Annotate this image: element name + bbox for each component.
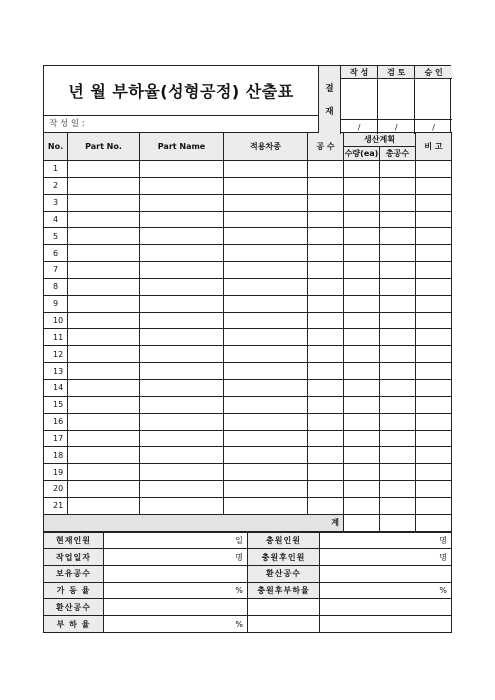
load-rate-sheet — [43, 65, 451, 633]
row-no: 14 — [44, 379, 68, 396]
qty-cell[interactable] — [344, 295, 380, 312]
qty-cell[interactable] — [344, 312, 380, 329]
total-gongsu-cell[interactable] — [380, 329, 416, 346]
part-no-cell[interactable] — [68, 245, 140, 262]
total-gongsu-cell[interactable] — [380, 481, 416, 498]
vehicle-cell[interactable] — [224, 177, 308, 194]
qty-cell[interactable] — [344, 481, 380, 498]
summary-right-value[interactable]: 명 — [320, 532, 452, 549]
part-name-cell[interactable] — [140, 312, 224, 329]
part-no-cell[interactable] — [68, 497, 140, 514]
gongsu-cell[interactable] — [308, 228, 344, 245]
row-no: 12 — [44, 346, 68, 363]
table-row — [44, 211, 452, 228]
vehicle-cell[interactable] — [224, 329, 308, 346]
parts-table — [43, 132, 452, 532]
table-row — [44, 464, 452, 481]
vehicle-cell[interactable] — [224, 262, 308, 279]
total-remark-cell[interactable] — [416, 514, 452, 531]
total-gongsu-cell[interactable] — [380, 245, 416, 262]
approval-approver-header: 승 인 — [415, 66, 452, 79]
qty-cell[interactable] — [344, 211, 380, 228]
total-gongsu-cell[interactable] — [380, 295, 416, 312]
table-row — [44, 346, 452, 363]
table-row — [44, 396, 452, 413]
col-no: No. — [44, 133, 68, 161]
table-row — [44, 295, 452, 312]
row-no: 4 — [44, 211, 68, 228]
table-row — [44, 177, 452, 194]
part-no-cell[interactable] — [68, 194, 140, 211]
part-no-cell[interactable] — [68, 161, 140, 178]
part-name-cell[interactable] — [140, 346, 224, 363]
part-no-cell[interactable] — [68, 413, 140, 430]
vehicle-cell[interactable] — [224, 481, 308, 498]
part-name-cell[interactable] — [140, 245, 224, 262]
summary-row — [44, 616, 452, 633]
row-no: 5 — [44, 228, 68, 245]
remark-cell[interactable] — [416, 312, 452, 329]
qty-cell[interactable] — [344, 329, 380, 346]
remark-cell[interactable] — [416, 363, 452, 380]
remark-cell[interactable] — [416, 447, 452, 464]
summary-right-label: 환산공수 — [248, 566, 320, 583]
total-label: 계 — [44, 514, 344, 531]
part-no-cell[interactable] — [68, 481, 140, 498]
vehicle-cell[interactable] — [224, 278, 308, 295]
summary-left-label: 현재인원 — [44, 532, 104, 549]
vehicle-cell[interactable] — [224, 161, 308, 178]
remark-cell[interactable] — [416, 295, 452, 312]
row-no: 9 — [44, 295, 68, 312]
gongsu-cell[interactable] — [308, 278, 344, 295]
qty-cell[interactable] — [344, 346, 380, 363]
part-no-cell[interactable] — [68, 447, 140, 464]
summary-left-label: 환산공수 — [44, 599, 104, 616]
vehicle-cell[interactable] — [224, 396, 308, 413]
summary-empty-cell[interactable] — [248, 599, 320, 616]
total-gongsu-cell[interactable] — [380, 194, 416, 211]
total-gongsu-cell[interactable] — [380, 396, 416, 413]
part-name-cell[interactable] — [140, 329, 224, 346]
total-qty-cell[interactable] — [344, 514, 380, 531]
summary-left-value[interactable]: % — [104, 582, 248, 599]
gongsu-cell[interactable] — [308, 262, 344, 279]
row-no: 11 — [44, 329, 68, 346]
gongsu-cell[interactable] — [308, 346, 344, 363]
approval-label-char-2: 재 — [325, 107, 334, 118]
gongsu-cell[interactable] — [308, 379, 344, 396]
gongsu-cell[interactable] — [308, 464, 344, 481]
gongsu-cell[interactable] — [308, 447, 344, 464]
total-gongsu-cell[interactable] — [380, 228, 416, 245]
remark-cell[interactable] — [416, 329, 452, 346]
table-row — [44, 379, 452, 396]
total-gongsu-cell[interactable] — [380, 413, 416, 430]
remark-cell[interactable] — [416, 161, 452, 178]
total-gongsu-cell[interactable] — [380, 312, 416, 329]
remark-cell[interactable] — [416, 278, 452, 295]
parts-table-body — [44, 161, 452, 532]
row-no: 16 — [44, 413, 68, 430]
gongsu-cell[interactable] — [308, 481, 344, 498]
vehicle-cell[interactable] — [224, 430, 308, 447]
qty-cell[interactable] — [344, 363, 380, 380]
part-name-cell[interactable] — [140, 363, 224, 380]
gongsu-cell[interactable] — [308, 430, 344, 447]
vehicle-cell[interactable] — [224, 245, 308, 262]
table-row — [44, 329, 452, 346]
summary-left-label: 보유공수 — [44, 566, 104, 583]
vehicle-cell[interactable] — [224, 194, 308, 211]
table-row — [44, 194, 452, 211]
summary-row — [44, 599, 452, 616]
total-row — [44, 514, 452, 531]
summary-left-value[interactable]: % — [104, 616, 248, 633]
part-name-cell[interactable] — [140, 396, 224, 413]
gongsu-cell[interactable] — [308, 295, 344, 312]
part-no-cell[interactable] — [68, 329, 140, 346]
table-row — [44, 278, 452, 295]
approval-label-char-1: 결 — [325, 83, 334, 94]
total-gongsu-cell[interactable] — [380, 464, 416, 481]
row-no: 2 — [44, 177, 68, 194]
part-no-cell[interactable] — [68, 396, 140, 413]
part-no-cell[interactable] — [68, 312, 140, 329]
part-no-cell[interactable] — [68, 363, 140, 380]
summary-left-label: 작업일자 — [44, 549, 104, 566]
col-total-gongsu: 총공수 — [380, 147, 416, 161]
row-no: 15 — [44, 396, 68, 413]
part-no-cell[interactable] — [68, 346, 140, 363]
summary-right-value[interactable]: 명 — [320, 549, 452, 566]
approval-reviewer-sign[interactable] — [378, 79, 415, 120]
total-gongsu-cell[interactable] — [380, 497, 416, 514]
col-remark: 비 고 — [416, 133, 452, 161]
part-name-cell[interactable] — [140, 464, 224, 481]
total-gongsu-cell[interactable] — [380, 379, 416, 396]
approval-reviewer-date[interactable]: / — [378, 120, 415, 135]
summary-left-label: 가 동 율 — [44, 582, 104, 599]
total-gongsu-cell[interactable] — [380, 346, 416, 363]
date-written — [44, 115, 318, 133]
remark-cell[interactable] — [416, 194, 452, 211]
table-row — [44, 413, 452, 430]
gongsu-cell[interactable] — [308, 211, 344, 228]
part-no-cell[interactable] — [68, 228, 140, 245]
qty-cell[interactable] — [344, 396, 380, 413]
gongsu-cell[interactable] — [308, 329, 344, 346]
qty-cell[interactable] — [344, 228, 380, 245]
qty-cell[interactable] — [344, 194, 380, 211]
approval-writer-date[interactable]: / — [341, 120, 378, 135]
remark-cell[interactable] — [416, 497, 452, 514]
qty-cell[interactable] — [344, 413, 380, 430]
summary-right-label: 충원인원 — [248, 532, 320, 549]
part-name-cell[interactable] — [140, 295, 224, 312]
total-gongsu-sum-cell[interactable] — [380, 514, 416, 531]
vehicle-cell[interactable] — [224, 228, 308, 245]
part-name-cell[interactable] — [140, 194, 224, 211]
qty-cell[interactable] — [344, 379, 380, 396]
summary-right-value[interactable] — [320, 566, 452, 583]
table-row — [44, 430, 452, 447]
summary-row — [44, 532, 452, 549]
part-no-cell[interactable] — [68, 262, 140, 279]
remark-cell[interactable] — [416, 413, 452, 430]
row-no: 3 — [44, 194, 68, 211]
table-row — [44, 228, 452, 245]
total-gongsu-cell[interactable] — [380, 177, 416, 194]
approval-writer-header: 작 성 — [341, 66, 378, 79]
vehicle-cell[interactable] — [224, 464, 308, 481]
part-name-cell[interactable] — [140, 447, 224, 464]
row-no: 20 — [44, 481, 68, 498]
part-name-cell[interactable] — [140, 262, 224, 279]
vehicle-cell[interactable] — [224, 312, 308, 329]
part-name-cell[interactable] — [140, 379, 224, 396]
gongsu-cell[interactable] — [308, 245, 344, 262]
table-row — [44, 447, 452, 464]
summary-left-value[interactable] — [104, 599, 248, 616]
part-no-cell[interactable] — [68, 430, 140, 447]
qty-cell[interactable] — [344, 177, 380, 194]
total-gongsu-cell[interactable] — [380, 363, 416, 380]
summary-right-value[interactable]: % — [320, 582, 452, 599]
table-row — [44, 161, 452, 178]
gongsu-cell[interactable] — [308, 312, 344, 329]
col-gongsu: 공 수 — [308, 133, 344, 161]
row-no: 17 — [44, 430, 68, 447]
part-no-cell[interactable] — [68, 177, 140, 194]
total-gongsu-cell[interactable] — [380, 430, 416, 447]
remark-cell[interactable] — [416, 464, 452, 481]
qty-cell[interactable] — [344, 464, 380, 481]
part-no-cell[interactable] — [68, 464, 140, 481]
summary-row — [44, 549, 452, 566]
approval-approver-sign[interactable] — [415, 79, 452, 120]
remark-cell[interactable] — [416, 346, 452, 363]
part-name-cell[interactable] — [140, 177, 224, 194]
sheet-header — [43, 65, 451, 132]
summary-empty-cell[interactable] — [320, 616, 452, 633]
col-part-name: Part Name — [140, 133, 224, 161]
approval-writer-sign[interactable] — [341, 79, 378, 120]
part-name-cell[interactable] — [140, 228, 224, 245]
part-name-cell[interactable] — [140, 481, 224, 498]
vehicle-cell[interactable] — [224, 346, 308, 363]
qty-cell[interactable] — [344, 262, 380, 279]
table-row — [44, 262, 452, 279]
table-row — [44, 245, 452, 262]
part-name-cell[interactable] — [140, 430, 224, 447]
row-no: 6 — [44, 245, 68, 262]
approval-label — [318, 66, 340, 133]
remark-cell[interactable] — [416, 379, 452, 396]
total-gongsu-cell[interactable] — [380, 262, 416, 279]
gongsu-cell[interactable] — [308, 161, 344, 178]
part-no-cell[interactable] — [68, 379, 140, 396]
table-row — [44, 363, 452, 380]
gongsu-cell[interactable] — [308, 194, 344, 211]
date-written-label: 작 성 일 : — [49, 119, 85, 129]
total-gongsu-cell[interactable] — [380, 161, 416, 178]
part-name-cell[interactable] — [140, 278, 224, 295]
summary-left-value[interactable]: 명 — [104, 549, 248, 566]
vehicle-cell[interactable] — [224, 211, 308, 228]
row-no: 1 — [44, 161, 68, 178]
remark-cell[interactable] — [416, 481, 452, 498]
total-gongsu-cell[interactable] — [380, 447, 416, 464]
part-no-cell[interactable] — [68, 278, 140, 295]
row-no: 18 — [44, 447, 68, 464]
row-no: 21 — [44, 497, 68, 514]
vehicle-cell[interactable] — [224, 363, 308, 380]
summary-left-value[interactable]: 일 — [104, 532, 248, 549]
row-no: 13 — [44, 363, 68, 380]
remark-cell[interactable] — [416, 245, 452, 262]
qty-cell[interactable] — [344, 278, 380, 295]
vehicle-cell[interactable] — [224, 447, 308, 464]
part-no-cell[interactable] — [68, 211, 140, 228]
gongsu-cell[interactable] — [308, 497, 344, 514]
summary-table — [43, 532, 452, 633]
row-no: 8 — [44, 278, 68, 295]
table-row — [44, 497, 452, 514]
summary-right-label: 충원후부하율 — [248, 582, 320, 599]
summary-empty-cell[interactable] — [248, 616, 320, 633]
gongsu-cell[interactable] — [308, 413, 344, 430]
part-name-cell[interactable] — [140, 413, 224, 430]
col-qty: 수량(ea) — [344, 147, 380, 161]
remark-cell[interactable] — [416, 228, 452, 245]
summary-right-label: 충원후인원 — [248, 549, 320, 566]
remark-cell[interactable] — [416, 430, 452, 447]
table-row — [44, 481, 452, 498]
summary-row — [44, 582, 452, 599]
summary-left-label: 부 하 율 — [44, 616, 104, 633]
gongsu-cell[interactable] — [308, 177, 344, 194]
col-vehicle: 적용차종 — [224, 133, 308, 161]
row-no: 19 — [44, 464, 68, 481]
vehicle-cell[interactable] — [224, 295, 308, 312]
qty-cell[interactable] — [344, 161, 380, 178]
vehicle-cell[interactable] — [224, 413, 308, 430]
row-no: 7 — [44, 262, 68, 279]
part-name-cell[interactable] — [140, 161, 224, 178]
remark-cell[interactable] — [416, 262, 452, 279]
table-row — [44, 312, 452, 329]
gongsu-cell[interactable] — [308, 363, 344, 380]
page-title: 년 월 부하율(성형공정) 산출표 — [68, 82, 294, 101]
qty-cell[interactable] — [344, 245, 380, 262]
vehicle-cell[interactable] — [224, 379, 308, 396]
part-no-cell[interactable] — [68, 295, 140, 312]
remark-cell[interactable] — [416, 177, 452, 194]
row-no: 10 — [44, 312, 68, 329]
vehicle-cell[interactable] — [224, 497, 308, 514]
approval-box — [340, 66, 452, 133]
approval-reviewer-header: 검 토 — [378, 66, 415, 79]
qty-cell[interactable] — [344, 430, 380, 447]
total-gongsu-cell[interactable] — [380, 211, 416, 228]
part-name-cell[interactable] — [140, 497, 224, 514]
qty-cell[interactable] — [344, 447, 380, 464]
summary-table-body — [44, 532, 452, 632]
approval-approver-date[interactable]: / — [415, 120, 452, 135]
qty-cell[interactable] — [344, 497, 380, 514]
remark-cell[interactable] — [416, 396, 452, 413]
remark-cell[interactable] — [416, 211, 452, 228]
total-gongsu-cell[interactable] — [380, 278, 416, 295]
summary-left-value[interactable] — [104, 566, 248, 583]
summary-row — [44, 566, 452, 583]
col-production-plan: 생산계획 — [344, 133, 416, 147]
col-part-no: Part No. — [68, 133, 140, 161]
part-name-cell[interactable] — [140, 211, 224, 228]
summary-empty-cell[interactable] — [320, 599, 452, 616]
gongsu-cell[interactable] — [308, 396, 344, 413]
